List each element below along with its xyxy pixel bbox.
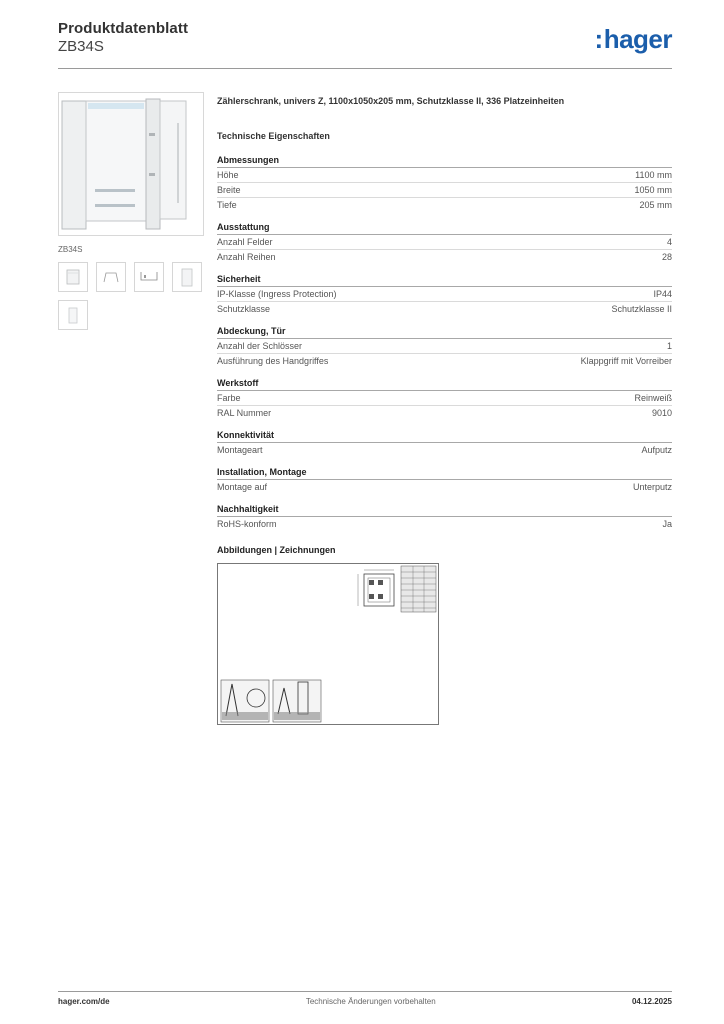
spec-label: Anzahl Reihen <box>217 252 276 262</box>
figures-heading: Abbildungen | Zeichnungen <box>217 545 336 555</box>
spec-column <box>217 96 672 725</box>
footer-disclaimer: Technische Änderungen vorbehalten <box>305 997 436 1006</box>
spec-row <box>217 480 672 494</box>
spec-value: Ja <box>662 519 672 529</box>
spec-label: Montage auf <box>217 482 268 492</box>
spec-row <box>217 391 672 406</box>
spec-value: 4 <box>666 237 672 247</box>
spec-group-title: Werkstoff <box>217 378 672 391</box>
document-header <box>58 20 188 55</box>
spec-value: 1100 mm <box>635 170 672 180</box>
spec-value: Aufputz <box>641 445 672 455</box>
spec-row <box>217 339 672 354</box>
spec-group-title: Installation, Montage <box>217 467 672 480</box>
spec-label: Anzahl der Schlösser <box>217 341 303 351</box>
spec-group-title: Abdeckung, Tür <box>217 326 672 339</box>
spec-label: IP-Klasse (Ingress Protection) <box>217 289 337 299</box>
spec-value: 9010 <box>651 408 672 418</box>
spec-row <box>217 302 672 316</box>
footer-website-link[interactable]: hager.com/de <box>58 997 110 1006</box>
spec-group <box>217 274 672 316</box>
spec-label: Tiefe <box>217 200 237 210</box>
spec-row <box>217 183 672 198</box>
image-column <box>58 92 198 330</box>
dimension-drawing <box>358 570 394 606</box>
thumbnail-front[interactable] <box>58 262 88 292</box>
spec-value: IP44 <box>653 289 672 299</box>
spec-label: RoHS-konform <box>217 519 277 529</box>
thumbnail-strip <box>58 262 198 330</box>
spec-group <box>217 430 672 457</box>
spec-label: RAL Nummer <box>217 408 272 418</box>
header-divider <box>58 68 672 69</box>
spec-label: Montageart <box>217 445 263 455</box>
hager-logo[interactable]: :hager <box>594 24 672 54</box>
spec-value: 1 <box>666 341 672 351</box>
spec-groups <box>217 155 672 531</box>
spec-group-title: Abmessungen <box>217 155 672 168</box>
page-footer <box>58 997 672 1006</box>
spec-value: 1050 mm <box>634 185 672 195</box>
spec-group-title: Nachhaltigkeit <box>217 504 672 517</box>
product-image[interactable] <box>58 92 204 236</box>
image-caption: ZB34S <box>58 245 83 254</box>
spec-row <box>217 235 672 250</box>
spec-row <box>217 443 672 457</box>
spec-group-title: Sicherheit <box>217 274 672 287</box>
thumbnail-bracket[interactable] <box>96 262 126 292</box>
thumbnail-panel[interactable] <box>58 300 88 330</box>
spec-value: 205 mm <box>639 200 672 210</box>
product-code: ZB34S <box>58 38 104 55</box>
spec-label: Anzahl Felder <box>217 237 273 247</box>
table-drawing <box>401 566 436 612</box>
spec-row <box>217 168 672 183</box>
spec-row <box>217 406 672 420</box>
spec-group <box>217 378 672 420</box>
thumbnail-door[interactable] <box>172 262 202 292</box>
document-title: Produktdatenblatt <box>58 20 189 37</box>
spec-label: Höhe <box>217 170 239 180</box>
spec-group-title: Konnektivität <box>217 430 672 443</box>
spec-group <box>217 222 672 264</box>
spec-row <box>217 354 672 368</box>
footer-divider <box>58 991 672 992</box>
product-description: Zählerschrank, univers Z, 1100x1050x205 mm, Schutzklasse II, 336 Platzeinheiten <box>217 96 565 106</box>
technical-properties-heading: Technische Eigenschaften <box>217 131 330 141</box>
installation-drawing-2 <box>273 680 321 722</box>
spec-value: Schutzklasse II <box>611 304 672 314</box>
spec-row <box>217 287 672 302</box>
spec-value: 28 <box>661 252 672 262</box>
spec-value: Unterputz <box>632 482 672 492</box>
spec-label: Farbe <box>217 393 241 403</box>
spec-group-title: Ausstattung <box>217 222 672 235</box>
spec-label: Schutzklasse <box>217 304 271 314</box>
spec-group <box>217 155 672 212</box>
thumbnail-rail[interactable] <box>134 262 164 292</box>
spec-group <box>217 504 672 531</box>
spec-label: Ausführung des Handgriffes <box>217 356 329 366</box>
spec-group <box>217 326 672 368</box>
drawings-box[interactable] <box>217 563 439 725</box>
spec-group <box>217 467 672 494</box>
installation-drawing-1 <box>221 680 269 722</box>
spec-row <box>217 517 672 531</box>
spec-label: Breite <box>217 185 241 195</box>
footer-date: 04.12.2025 <box>631 997 672 1006</box>
spec-row <box>217 198 672 212</box>
spec-value: Klappgriff mit Vorreiber <box>580 356 672 366</box>
spec-value: Reinweiß <box>634 393 672 403</box>
spec-row <box>217 250 672 264</box>
